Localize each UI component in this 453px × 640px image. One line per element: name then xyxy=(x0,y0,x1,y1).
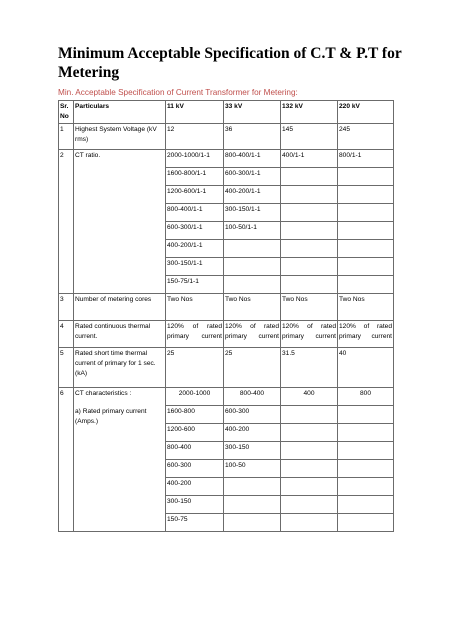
value-cell-132kv: 400/1-1 xyxy=(281,150,338,168)
particulars-cell: Rated short time thermal current of primary for 1 sec. (kA) xyxy=(74,348,166,388)
value-cell-11kv: 400-200 xyxy=(166,478,224,496)
sr-cell: 5 xyxy=(59,348,74,388)
value-cell-33kv: 600-300 xyxy=(224,406,281,424)
value-cell-33kv: 400-200 xyxy=(224,424,281,442)
value-cell-220kv xyxy=(338,514,394,532)
particulars-cell: CT ratio. xyxy=(74,150,166,294)
value-cell-132kv xyxy=(281,424,338,442)
value-cell-132kv xyxy=(281,204,338,222)
document-title: Minimum Acceptable Specification of C.T & P.T for Metering xyxy=(58,45,402,81)
value-cell-11kv: 800-400/1-1 xyxy=(166,204,224,222)
rated-primary-current-label: a) Rated primary current (Amps.) xyxy=(75,408,147,425)
value-cell-132kv xyxy=(281,442,338,460)
value-cell-220kv: Two Nos xyxy=(338,294,394,321)
value-cell-11kv: 150-75 xyxy=(166,514,224,532)
table-row xyxy=(59,124,394,150)
value-cell-132kv xyxy=(281,406,338,424)
value-cell-132kv: 145 xyxy=(281,124,338,150)
value-cell-132kv xyxy=(281,460,338,478)
value-cell-132kv: 400 xyxy=(281,388,338,406)
table-row xyxy=(59,294,394,321)
value-cell-132kv xyxy=(281,514,338,532)
value-cell-220kv xyxy=(338,204,394,222)
value-cell-33kv: 800-400/1-1 xyxy=(224,150,281,168)
particulars-cell: Highest System Voltage (kV rms) xyxy=(74,124,166,150)
sr-cell: 4 xyxy=(59,321,74,348)
table-row xyxy=(59,388,394,406)
particulars-cell xyxy=(74,388,166,532)
value-cell-11kv: 600-300 xyxy=(166,460,224,478)
particulars-cell: Rated continuous thermal current. xyxy=(74,321,166,348)
value-cell-220kv xyxy=(338,258,394,276)
value-cell-33kv xyxy=(224,514,281,532)
sr-cell: 6 xyxy=(59,388,74,532)
header-33kv: 33 kV xyxy=(224,101,281,124)
value-cell-220kv xyxy=(338,442,394,460)
value-cell-11kv: 600-300/1-1 xyxy=(166,222,224,240)
ct-characteristics-label: CT characteristics : xyxy=(75,390,132,397)
sr-cell: 3 xyxy=(59,294,74,321)
value-cell-220kv: 800/1-1 xyxy=(338,150,394,168)
table-row xyxy=(59,348,394,388)
value-cell-33kv: 36 xyxy=(224,124,281,150)
value-cell-220kv xyxy=(338,276,394,294)
value-cell-11kv: 150-75/1-1 xyxy=(166,276,224,294)
value-cell-220kv xyxy=(338,424,394,442)
header-220kv: 220 kV xyxy=(338,101,394,124)
value-cell-33kv: 800-400 xyxy=(224,388,281,406)
value-cell-11kv: 25 xyxy=(166,348,224,388)
value-cell-220kv: 800 xyxy=(338,388,394,406)
value-cell-220kv xyxy=(338,406,394,424)
table-row xyxy=(59,150,394,168)
value-cell-132kv xyxy=(281,222,338,240)
value-cell-11kv: 300-150/1-1 xyxy=(166,258,224,276)
value-cell-33kv: 100-50 xyxy=(224,460,281,478)
value-cell-33kv: 300-150 xyxy=(224,442,281,460)
value-cell-220kv: 40 xyxy=(338,348,394,388)
value-cell-11kv: 2000-1000/1-1 xyxy=(166,150,224,168)
header-132kv: 132 kV xyxy=(281,101,338,124)
value-cell-11kv: Two Nos xyxy=(166,294,224,321)
value-cell-33kv xyxy=(224,478,281,496)
value-cell-33kv: 25 xyxy=(224,348,281,388)
value-cell-132kv xyxy=(281,186,338,204)
value-cell-33kv xyxy=(224,276,281,294)
value-cell-220kv xyxy=(338,496,394,514)
value-cell-132kv xyxy=(281,276,338,294)
value-cell-132kv xyxy=(281,168,338,186)
value-cell-33kv: Two Nos xyxy=(224,294,281,321)
value-cell-220kv xyxy=(338,478,394,496)
value-cell-132kv: Two Nos xyxy=(281,294,338,321)
value-cell-220kv xyxy=(338,240,394,258)
value-cell-11kv: 300-150 xyxy=(166,496,224,514)
value-cell-132kv xyxy=(281,258,338,276)
value-cell-33kv: 300-150/1-1 xyxy=(224,204,281,222)
document-subtitle: Min. Acceptable Specification of Current Transformer for Metering: xyxy=(58,88,298,97)
header-11kv: 11 kV xyxy=(166,101,224,124)
value-cell-11kv: 12 xyxy=(166,124,224,150)
sr-cell: 2 xyxy=(59,150,74,294)
value-cell-220kv: 120% of rated primary current xyxy=(338,321,394,348)
value-cell-33kv xyxy=(224,240,281,258)
value-cell-33kv: 400-200/1-1 xyxy=(224,186,281,204)
value-cell-11kv: 120% of rated primary current xyxy=(166,321,224,348)
value-cell-132kv: 120% of rated primary current xyxy=(281,321,338,348)
value-cell-132kv xyxy=(281,496,338,514)
value-cell-11kv: 1200-600 xyxy=(166,424,224,442)
value-cell-11kv: 1600-800/1-1 xyxy=(166,168,224,186)
value-cell-11kv: 2000-1000 xyxy=(166,388,224,406)
value-cell-33kv: 600-300/1-1 xyxy=(224,168,281,186)
value-cell-220kv xyxy=(338,222,394,240)
value-cell-11kv: 400-200/1-1 xyxy=(166,240,224,258)
value-cell-33kv xyxy=(224,496,281,514)
value-cell-33kv: 100-50/1-1 xyxy=(224,222,281,240)
value-cell-220kv xyxy=(338,460,394,478)
table-row xyxy=(59,321,394,348)
particulars-cell: Number of metering cores xyxy=(74,294,166,321)
value-cell-132kv xyxy=(281,478,338,496)
value-cell-132kv: 31.5 xyxy=(281,348,338,388)
table-header-row xyxy=(59,101,394,124)
header-particulars: Particulars xyxy=(74,101,166,124)
value-cell-11kv: 1200-600/1-1 xyxy=(166,186,224,204)
value-cell-220kv xyxy=(338,186,394,204)
value-cell-220kv xyxy=(338,168,394,186)
value-cell-11kv: 800-400 xyxy=(166,442,224,460)
value-cell-33kv xyxy=(224,258,281,276)
sr-cell: 1 xyxy=(59,124,74,150)
value-cell-220kv: 245 xyxy=(338,124,394,150)
specification-table xyxy=(58,100,394,532)
value-cell-33kv: 120% of rated primary current xyxy=(224,321,281,348)
value-cell-132kv xyxy=(281,240,338,258)
value-cell-11kv: 1600-800 xyxy=(166,406,224,424)
header-sr-no: Sr. No xyxy=(59,101,74,124)
